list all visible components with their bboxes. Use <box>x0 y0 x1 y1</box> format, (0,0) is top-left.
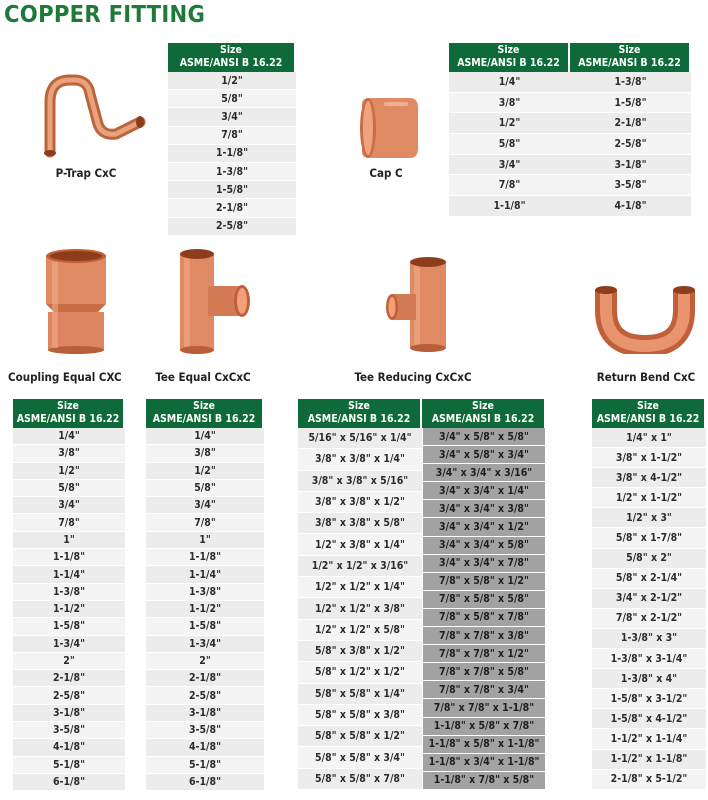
table-row: 3/4" x 5/8" x 3/4" <box>422 446 546 464</box>
table-row: 3/8" x 3/8" x 1/2" <box>298 492 422 513</box>
table-row: 1-1/8" <box>449 196 570 217</box>
header-standard: ASME/ANSI B 16.22 <box>307 413 411 425</box>
tee-reducing-size-table-left <box>298 399 422 790</box>
table-row: 3/4" x 3/4" x 1/2" <box>422 518 546 536</box>
table-row: 3-5/8" <box>146 722 264 739</box>
return-bend-label: Return Bend CxC <box>596 370 696 384</box>
table-row: 5-1/8" <box>146 757 264 774</box>
table-row: 7/8" <box>168 127 296 145</box>
table-row: 3-1/8" <box>13 705 125 722</box>
table-row: 3/4" <box>449 155 570 176</box>
table-row: 1-1/8" x 5/8" x 1-1/8" <box>422 736 546 754</box>
table-row: 1-3/8" x 3" <box>592 629 706 649</box>
table-row: 1/2" x 1/2" x 3/16" <box>298 556 422 577</box>
table-row: 1-1/8" x 7/8" x 5/8" <box>422 772 546 790</box>
header-size: Size <box>220 44 242 56</box>
table-row: 6-1/8" <box>146 774 264 791</box>
table-row: 1-1/8" <box>146 549 264 566</box>
table-row: 3-1/8" <box>146 705 264 722</box>
table-row: 3/8" x 3/8" x 5/16" <box>298 471 422 492</box>
table-row: 3/8" <box>13 445 125 462</box>
table-row: 1-1/4" <box>146 566 264 583</box>
table-row: 1/2" <box>146 463 264 480</box>
table-row: 1-1/2" x 1-1/4" <box>592 729 706 749</box>
table-row: 1-3/4" <box>13 636 125 653</box>
table-row: 5/8" <box>13 480 125 497</box>
table-row: 2-1/8" <box>570 113 691 134</box>
table-row: 7/8" <box>13 514 125 531</box>
table-row: 7/8" x 2-1/2" <box>592 609 706 629</box>
table-row: 1-3/8" <box>168 163 296 181</box>
p-trap-size-table <box>168 43 296 236</box>
header-size: Size <box>618 44 641 56</box>
table-row: 5/8" x 5/8" x 1/4" <box>298 684 422 705</box>
table-row: 3/4" x 3/4" x 5/8" <box>422 537 546 555</box>
table-row: 3/8" <box>146 445 264 462</box>
table-row: 3/4" <box>146 497 264 514</box>
table-row: 1-3/4" <box>146 636 264 653</box>
cap-label: Cap C <box>369 166 403 180</box>
table-row: 2-5/8" <box>146 687 264 704</box>
table-row: 2-5/8" <box>13 687 125 704</box>
table-body <box>13 428 125 791</box>
table-row: 5/8" x 5/8" x 1/2" <box>298 726 422 747</box>
table-row: 1/2" x 3/8" x 1/4" <box>298 534 422 555</box>
table-row: 1-5/8" <box>13 618 125 635</box>
table-row: 5/16" x 5/16" x 1/4" <box>298 428 422 449</box>
table-row: 7/8" x 5/8" x 7/8" <box>422 609 546 627</box>
header-size: Size <box>57 400 79 412</box>
table-row: 1-5/8" x 4-1/2" <box>592 709 706 729</box>
table-row: 1-1/8" <box>13 549 125 566</box>
table-row: 5/8" x 1-7/8" <box>592 528 706 548</box>
table-header <box>13 399 125 428</box>
table-row: 3/8" <box>449 93 570 114</box>
table-body <box>422 428 546 790</box>
table-row: 5/8" <box>449 134 570 155</box>
table-row: 3/4" x 5/8" x 5/8" <box>422 428 546 446</box>
table-row: 1-1/8" <box>168 145 296 163</box>
table-header <box>570 43 691 72</box>
header-standard: ASME/ANSI B 16.22 <box>152 413 256 425</box>
table-row: 7/8" <box>449 175 570 196</box>
table-row: 1-5/8" <box>146 618 264 635</box>
table-row: 3/8" x 4-1/2" <box>592 468 706 488</box>
table-row: 7/8" x 7/8" x 3/4" <box>422 681 546 699</box>
header-standard: ASME/ANSI B 16.22 <box>431 413 535 425</box>
tee-equal-size-table <box>146 399 264 791</box>
table-row: 1/2" x 1/2" x 5/8" <box>298 620 422 641</box>
table-row: 2-1/8" x 5-1/2" <box>592 770 706 790</box>
header-standard: ASME/ANSI B 16.22 <box>596 413 700 425</box>
table-row: 3-5/8" <box>13 722 125 739</box>
table-body <box>449 72 570 217</box>
tee-reducing-label: Tee Reducing CxCxC <box>354 370 472 384</box>
table-row: 1-1/2" <box>146 601 264 618</box>
table-row: 1-1/2" x 1-1/8" <box>592 750 706 770</box>
table-row: 7/8" x 7/8" x 1-1/8" <box>422 699 546 717</box>
table-body <box>168 72 296 236</box>
table-row: 3-1/8" <box>570 155 691 176</box>
table-row: 2-5/8" <box>168 218 296 236</box>
table-row: 2-5/8" <box>570 134 691 155</box>
tee-equal-image <box>170 246 256 354</box>
table-row: 5/8" x 2-1/4" <box>592 569 706 589</box>
table-row: 5/8" <box>146 480 264 497</box>
table-row: 1/4" <box>449 72 570 93</box>
table-row: 3-5/8" <box>570 175 691 196</box>
table-row: 1/2" x 3" <box>592 508 706 528</box>
table-row: 1-3/8" x 4" <box>592 669 706 689</box>
table-header <box>422 399 546 428</box>
p-trap-label: P-Trap CxC <box>55 166 117 180</box>
coupling-label: Coupling Equal CXC <box>8 370 122 384</box>
table-row: 1/2" <box>13 463 125 480</box>
table-body <box>146 428 264 791</box>
table-body <box>570 72 691 217</box>
header-standard: ASME/ANSI B 16.22 <box>179 57 283 69</box>
table-row: 3/4" <box>13 497 125 514</box>
coupling-size-table <box>13 399 125 791</box>
header-size: Size <box>472 400 494 412</box>
table-row: 4-1/8" <box>146 739 264 756</box>
table-row: 5/8" x 5/8" x 3/8" <box>298 705 422 726</box>
table-row: 7/8" <box>146 514 264 531</box>
table-row: 1-3/8" <box>13 584 125 601</box>
table-row: 3/8" x 3/8" x 5/8" <box>298 513 422 534</box>
table-row: 1-1/8" x 5/8" x 7/8" <box>422 718 546 736</box>
table-row: 1-5/8" x 3-1/2" <box>592 689 706 709</box>
table-row: 5/8" x 5/8" x 3/4" <box>298 747 422 768</box>
table-row: 5-1/8" <box>13 757 125 774</box>
table-row: 1-3/8" <box>146 584 264 601</box>
table-row: 4-1/8" <box>570 196 691 217</box>
table-row: 1/2" <box>449 113 570 134</box>
table-row: 1-1/4" <box>13 566 125 583</box>
p-trap-image <box>28 72 146 164</box>
page-title: COPPER FITTING <box>4 2 206 28</box>
table-row: 1/4" <box>13 428 125 445</box>
table-header <box>449 43 570 72</box>
table-body <box>592 428 706 790</box>
cap-size-table-right <box>570 43 691 217</box>
table-row: 1/2" x 1/2" x 1/4" <box>298 577 422 598</box>
table-row: 7/8" x 5/8" x 5/8" <box>422 591 546 609</box>
table-body <box>298 428 422 790</box>
tee-equal-label: Tee Equal CxCxC <box>155 370 251 384</box>
table-row: 2-1/8" <box>13 670 125 687</box>
return-bend-image <box>592 282 698 354</box>
table-row: 7/8" x 7/8" x 1/2" <box>422 645 546 663</box>
table-row: 2" <box>13 653 125 670</box>
header-size: Size <box>193 400 215 412</box>
table-row: 5/8" x 5/8" x 7/8" <box>298 769 422 790</box>
header-size: Size <box>497 44 520 56</box>
table-row: 5/8" x 2" <box>592 549 706 569</box>
table-row: 1/2" <box>168 72 296 90</box>
table-row: 1-5/8" <box>168 181 296 199</box>
table-row: 1-1/8" x 3/4" x 1-1/8" <box>422 754 546 772</box>
table-row: 1-1/2" <box>13 601 125 618</box>
coupling-image <box>42 246 110 356</box>
tee-reducing-size-table-right <box>422 399 546 790</box>
table-header <box>146 399 264 428</box>
table-row: 2-1/8" <box>168 199 296 217</box>
table-row: 3/4" x 3/4" x 1/4" <box>422 482 546 500</box>
table-row: 1-3/8" x 3-1/4" <box>592 649 706 669</box>
table-header <box>168 43 296 72</box>
table-row: 2-1/8" <box>146 670 264 687</box>
header-size: Size <box>348 400 370 412</box>
table-row: 7/8" x 7/8" x 5/8" <box>422 663 546 681</box>
table-row: 5/8" <box>168 90 296 108</box>
table-row: 3/4" x 3/4" x 3/16" <box>422 464 546 482</box>
table-row: 3/4" x 3/4" x 3/8" <box>422 500 546 518</box>
table-header <box>298 399 422 428</box>
table-row: 1" <box>13 532 125 549</box>
table-row: 3/8" x 3/8" x 1/4" <box>298 449 422 470</box>
table-row: 5/8" x 3/8" x 1/2" <box>298 641 422 662</box>
tee-reducing-image <box>382 254 456 354</box>
cap-image <box>354 94 422 162</box>
return-bend-size-table <box>592 399 706 790</box>
table-row: 3/4" <box>168 108 296 126</box>
table-row: 1/4" <box>146 428 264 445</box>
table-header <box>592 399 706 428</box>
table-row: 7/8" x 7/8" x 3/8" <box>422 627 546 645</box>
table-row: 7/8" x 5/8" x 1/2" <box>422 573 546 591</box>
header-standard: ASME/ANSI B 16.22 <box>578 57 681 69</box>
table-row: 2" <box>146 653 264 670</box>
table-row: 1/2" x 1-1/2" <box>592 488 706 508</box>
header-standard: ASME/ANSI B 16.22 <box>16 413 120 425</box>
table-row: 1/2" x 1/2" x 3/8" <box>298 598 422 619</box>
table-row: 5/8" x 1/2" x 1/2" <box>298 662 422 683</box>
table-row: 3/4" x 2-1/2" <box>592 589 706 609</box>
table-row: 1-5/8" <box>570 93 691 114</box>
cap-size-table-left <box>449 43 570 217</box>
table-row: 1-3/8" <box>570 72 691 93</box>
header-size: Size <box>637 400 659 412</box>
table-row: 3/4" x 3/4" x 7/8" <box>422 555 546 573</box>
table-row: 4-1/8" <box>13 739 125 756</box>
table-row: 3/8" x 1-1/2" <box>592 448 706 468</box>
table-row: 1/4" x 1" <box>592 428 706 448</box>
header-standard: ASME/ANSI B 16.22 <box>457 57 560 69</box>
table-row: 1" <box>146 532 264 549</box>
table-row: 6-1/8" <box>13 774 125 791</box>
